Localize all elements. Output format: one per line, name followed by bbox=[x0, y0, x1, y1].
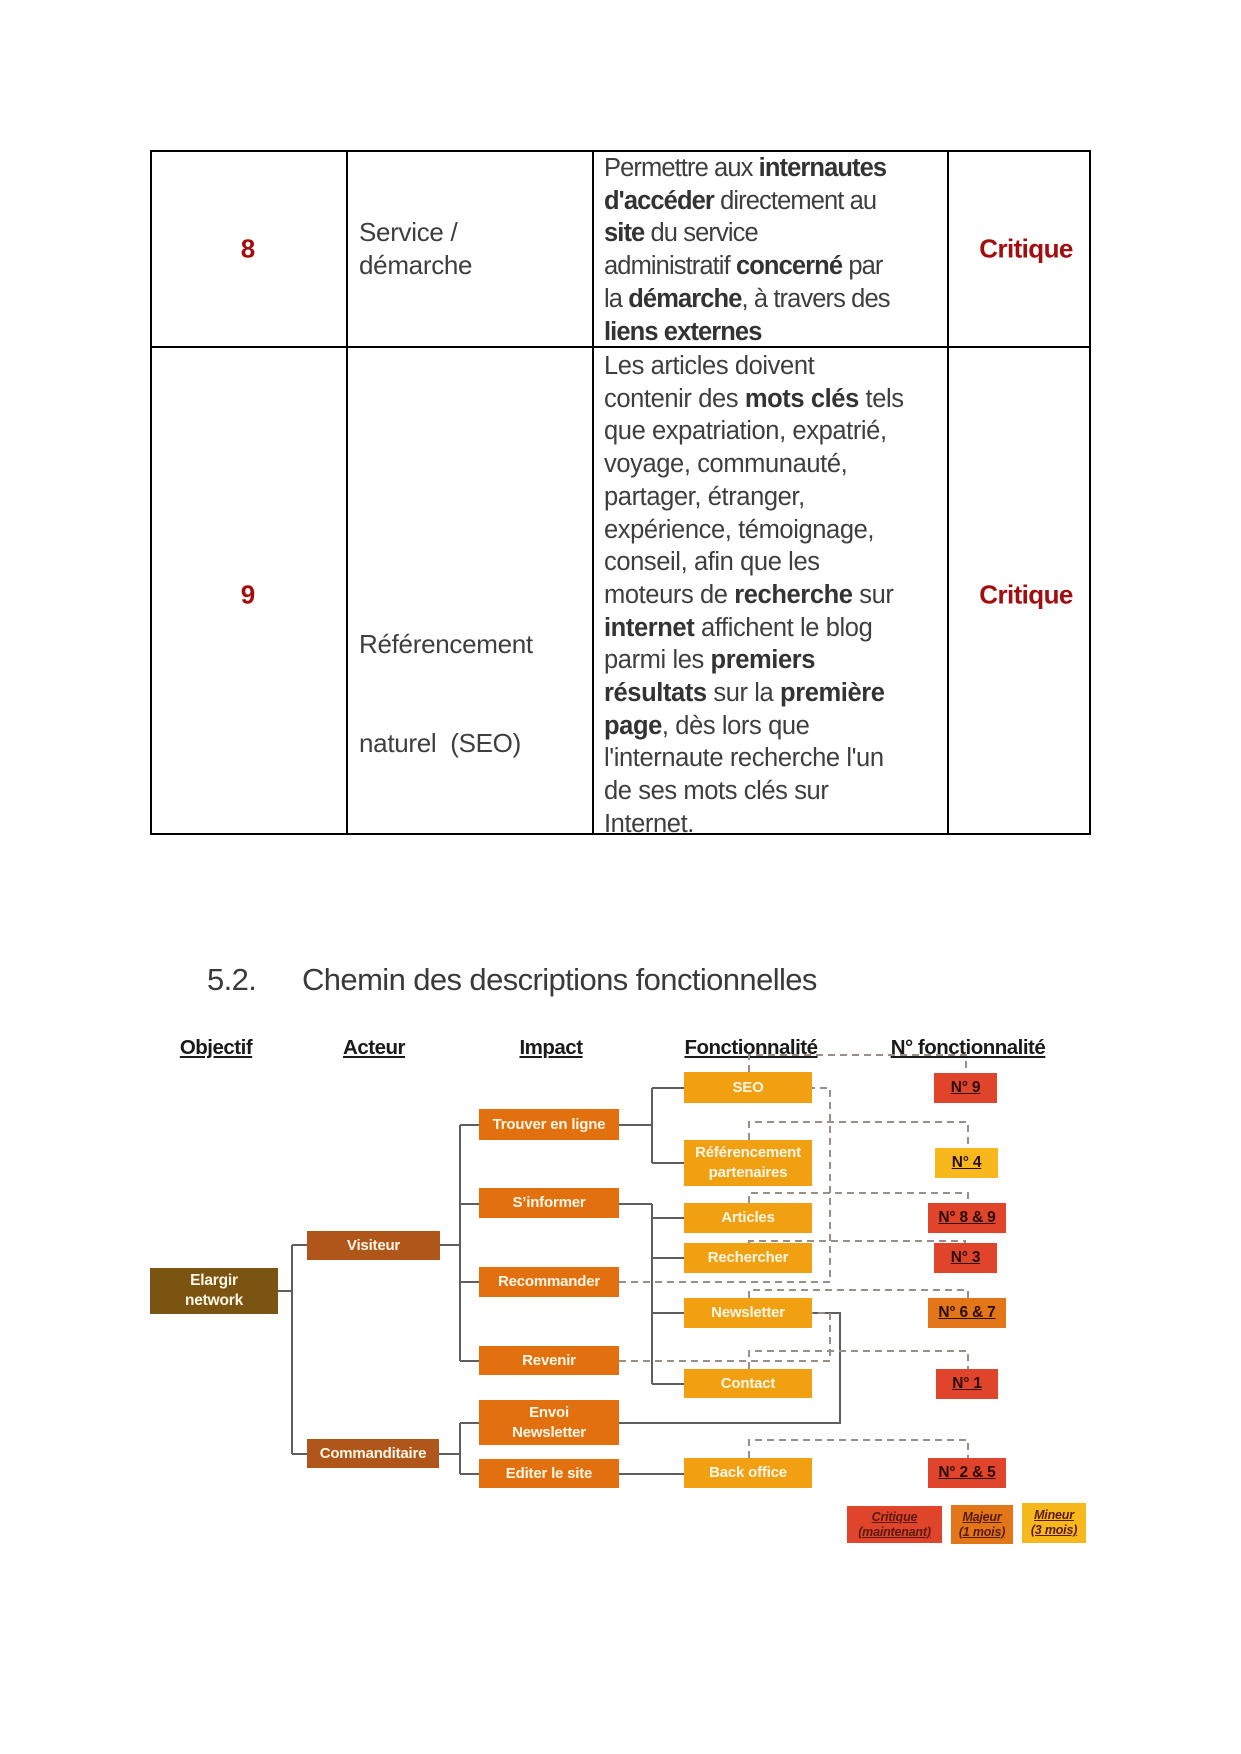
connector-visiteur-impacts bbox=[440, 1125, 479, 1361]
legend-mineur bbox=[1022, 1503, 1086, 1543]
table-col-divider-3 bbox=[947, 150, 949, 835]
section-number: 5.2. bbox=[207, 962, 257, 997]
impact-s-informer: S’informer bbox=[479, 1188, 619, 1218]
impact-envoi-line: Newsletter bbox=[512, 1423, 586, 1441]
priority-label: Critique bbox=[979, 233, 1073, 264]
description-line bbox=[604, 152, 890, 185]
description-text: conseil, afin que les bbox=[604, 548, 820, 577]
numero-n1: N° 1 bbox=[936, 1369, 998, 1399]
column-header-objectif: Objectif bbox=[179, 1036, 253, 1059]
description-line bbox=[604, 415, 904, 448]
impact-envoi-newsletter bbox=[479, 1400, 619, 1445]
description-text: contenir des bbox=[604, 384, 745, 413]
description-text: moteurs de bbox=[604, 580, 735, 609]
description-text: la bbox=[604, 284, 629, 313]
description-keyword: premiers bbox=[710, 646, 816, 675]
connector-objectif-acteurs bbox=[278, 1245, 307, 1454]
description-keyword: concerné bbox=[735, 252, 843, 281]
description-text: parmi les bbox=[604, 646, 711, 675]
description-line bbox=[604, 612, 904, 645]
description-text: sur la bbox=[706, 679, 781, 708]
table-col-divider-2 bbox=[592, 150, 594, 835]
legend-critique-line: Critique bbox=[871, 1509, 918, 1524]
description-line bbox=[604, 775, 904, 808]
legend-critique bbox=[847, 1506, 942, 1543]
dashed-newsletter-n67 bbox=[749, 1290, 968, 1298]
description-text: Internet. bbox=[604, 809, 694, 838]
connector-informer-fonctionnalites bbox=[619, 1204, 684, 1384]
description-text: directement au bbox=[713, 186, 877, 215]
impact-revenir: Revenir bbox=[479, 1346, 619, 1375]
description-line bbox=[604, 579, 904, 612]
description-line bbox=[604, 481, 904, 514]
table-col-divider-1 bbox=[346, 150, 348, 835]
description-text: Les articles doivent bbox=[604, 352, 815, 380]
row-name bbox=[359, 216, 472, 282]
column-header-impact: Impact bbox=[519, 1036, 583, 1059]
legend-majeur-line: (1 mois) bbox=[958, 1524, 1006, 1539]
description-line bbox=[604, 546, 904, 579]
column-header-acteur: Acteur bbox=[343, 1036, 405, 1059]
description-line bbox=[604, 250, 890, 283]
description-line bbox=[604, 185, 890, 218]
column-header-numero: N° fonctionnalité bbox=[890, 1036, 1046, 1059]
description-text: voyage, communauté, bbox=[604, 450, 848, 479]
numero-n3: N° 3 bbox=[934, 1243, 997, 1273]
row-name-line: naturel (SEO) bbox=[359, 728, 521, 758]
table-border-left bbox=[150, 150, 152, 835]
numero-n6-n7: N° 6 & 7 bbox=[928, 1298, 1006, 1328]
connector-commanditaire-impacts bbox=[439, 1423, 479, 1474]
description-line bbox=[604, 350, 904, 383]
numero-n4: N° 4 bbox=[935, 1148, 998, 1178]
table-border-right bbox=[1089, 150, 1091, 835]
dashed-articles-n89 bbox=[749, 1193, 968, 1203]
numero-n9: N° 9 bbox=[934, 1073, 997, 1103]
fonctionnalite-contact: Contact bbox=[684, 1369, 812, 1398]
acteur-commanditaire: Commanditaire bbox=[307, 1439, 439, 1468]
description-line bbox=[604, 710, 904, 743]
description-keyword: internautes bbox=[758, 154, 887, 182]
objectif-elargir-network bbox=[150, 1268, 278, 1314]
legend-mineur-line: (3 mois) bbox=[1030, 1523, 1078, 1537]
row-number: 9 bbox=[240, 579, 256, 610]
dashed-contact-n1 bbox=[749, 1351, 968, 1369]
connector-trouver-fonctionnalites bbox=[619, 1088, 684, 1163]
row-name-line: Référencement bbox=[359, 629, 533, 659]
description-text: administratif bbox=[604, 252, 736, 281]
fonctionnalite-seo: SEO bbox=[684, 1072, 812, 1103]
row-number: 8 bbox=[240, 233, 256, 264]
description-line bbox=[604, 448, 904, 481]
dashed-backoffice-n25 bbox=[749, 1440, 968, 1458]
row-description bbox=[604, 152, 890, 348]
impact-editer-le-site: Editer le site bbox=[479, 1459, 619, 1488]
description-text: partager, étranger, bbox=[604, 482, 805, 511]
description-keyword: d'accéder bbox=[604, 186, 714, 215]
description-keyword: mots clés bbox=[744, 384, 859, 413]
description-keyword: première bbox=[780, 679, 885, 708]
objectif-line: network bbox=[184, 1292, 244, 1309]
description-text: , à travers des bbox=[741, 284, 890, 313]
description-keyword: internet bbox=[604, 613, 695, 642]
description-text: sur bbox=[852, 580, 894, 609]
row-description bbox=[604, 350, 904, 841]
description-keyword: page bbox=[604, 711, 662, 740]
description-line bbox=[604, 644, 904, 677]
description-text: par bbox=[842, 252, 883, 281]
impact-recommander: Recommander bbox=[479, 1267, 619, 1297]
connector-envoi-newsletter bbox=[619, 1313, 840, 1423]
description-keyword: liens externes bbox=[604, 317, 762, 346]
description-keyword: démarche bbox=[628, 284, 742, 313]
description-line bbox=[604, 383, 904, 416]
description-text: Permettre aux bbox=[604, 154, 759, 182]
acteur-visiteur: Visiteur bbox=[307, 1231, 440, 1260]
description-text: tels bbox=[858, 384, 904, 413]
row-name-line: Service / bbox=[359, 217, 458, 247]
description-text: du service bbox=[644, 219, 758, 248]
objectif-line: Elargir bbox=[190, 1272, 238, 1289]
legend-critique-line: (maintenant) bbox=[858, 1524, 931, 1539]
description-keyword: recherche bbox=[734, 580, 853, 609]
numero-n2-n5: N° 2 & 5 bbox=[928, 1458, 1006, 1488]
legend-majeur bbox=[951, 1505, 1013, 1544]
description-line bbox=[604, 217, 890, 250]
fonctionnalite-back-office: Back office bbox=[684, 1458, 812, 1488]
description-text: expérience, témoignage, bbox=[604, 515, 875, 544]
fonctionnalite-referencement-partenaires bbox=[684, 1140, 812, 1186]
description-line bbox=[604, 283, 890, 316]
row-name-line: démarche bbox=[359, 250, 473, 280]
description-line bbox=[604, 316, 890, 349]
description-line bbox=[604, 514, 904, 547]
description-line bbox=[604, 808, 904, 841]
legend-majeur-line: Majeur bbox=[962, 1509, 1002, 1524]
impact-envoi-line: Envoi bbox=[529, 1403, 569, 1421]
fonctionnalite-referencement-line: partenaires bbox=[708, 1164, 788, 1181]
section-title: Chemin des descriptions fonctionnelles bbox=[302, 962, 817, 997]
row-name bbox=[359, 562, 533, 826]
description-text: l'internaute recherche l'un bbox=[604, 744, 884, 773]
fonctionnalite-newsletter: Newsletter bbox=[684, 1298, 812, 1328]
description-text: , dès lors que bbox=[661, 711, 810, 740]
fonctionnalite-rechercher: Rechercher bbox=[684, 1243, 812, 1273]
description-text: de ses mots clés sur bbox=[604, 777, 829, 806]
priority-label: Critique bbox=[979, 579, 1073, 610]
impact-trouver-en-ligne: Trouver en ligne bbox=[479, 1109, 619, 1140]
description-line bbox=[604, 742, 904, 775]
description-keyword: résultats bbox=[604, 679, 707, 708]
legend-mineur-line: Mineur bbox=[1034, 1508, 1074, 1522]
description-keyword: site bbox=[604, 219, 645, 248]
fonctionnalite-referencement-line: Référencement bbox=[695, 1144, 801, 1161]
numero-n8-n9: N° 8 & 9 bbox=[928, 1203, 1006, 1233]
fonctionnalite-articles: Articles bbox=[684, 1203, 812, 1233]
description-text: que expatriation, expatrié, bbox=[604, 417, 887, 446]
description-line bbox=[604, 677, 904, 710]
column-header-fonctionnalite: Fonctionnalité bbox=[684, 1036, 818, 1059]
description-text: affichent le blog bbox=[694, 613, 873, 642]
